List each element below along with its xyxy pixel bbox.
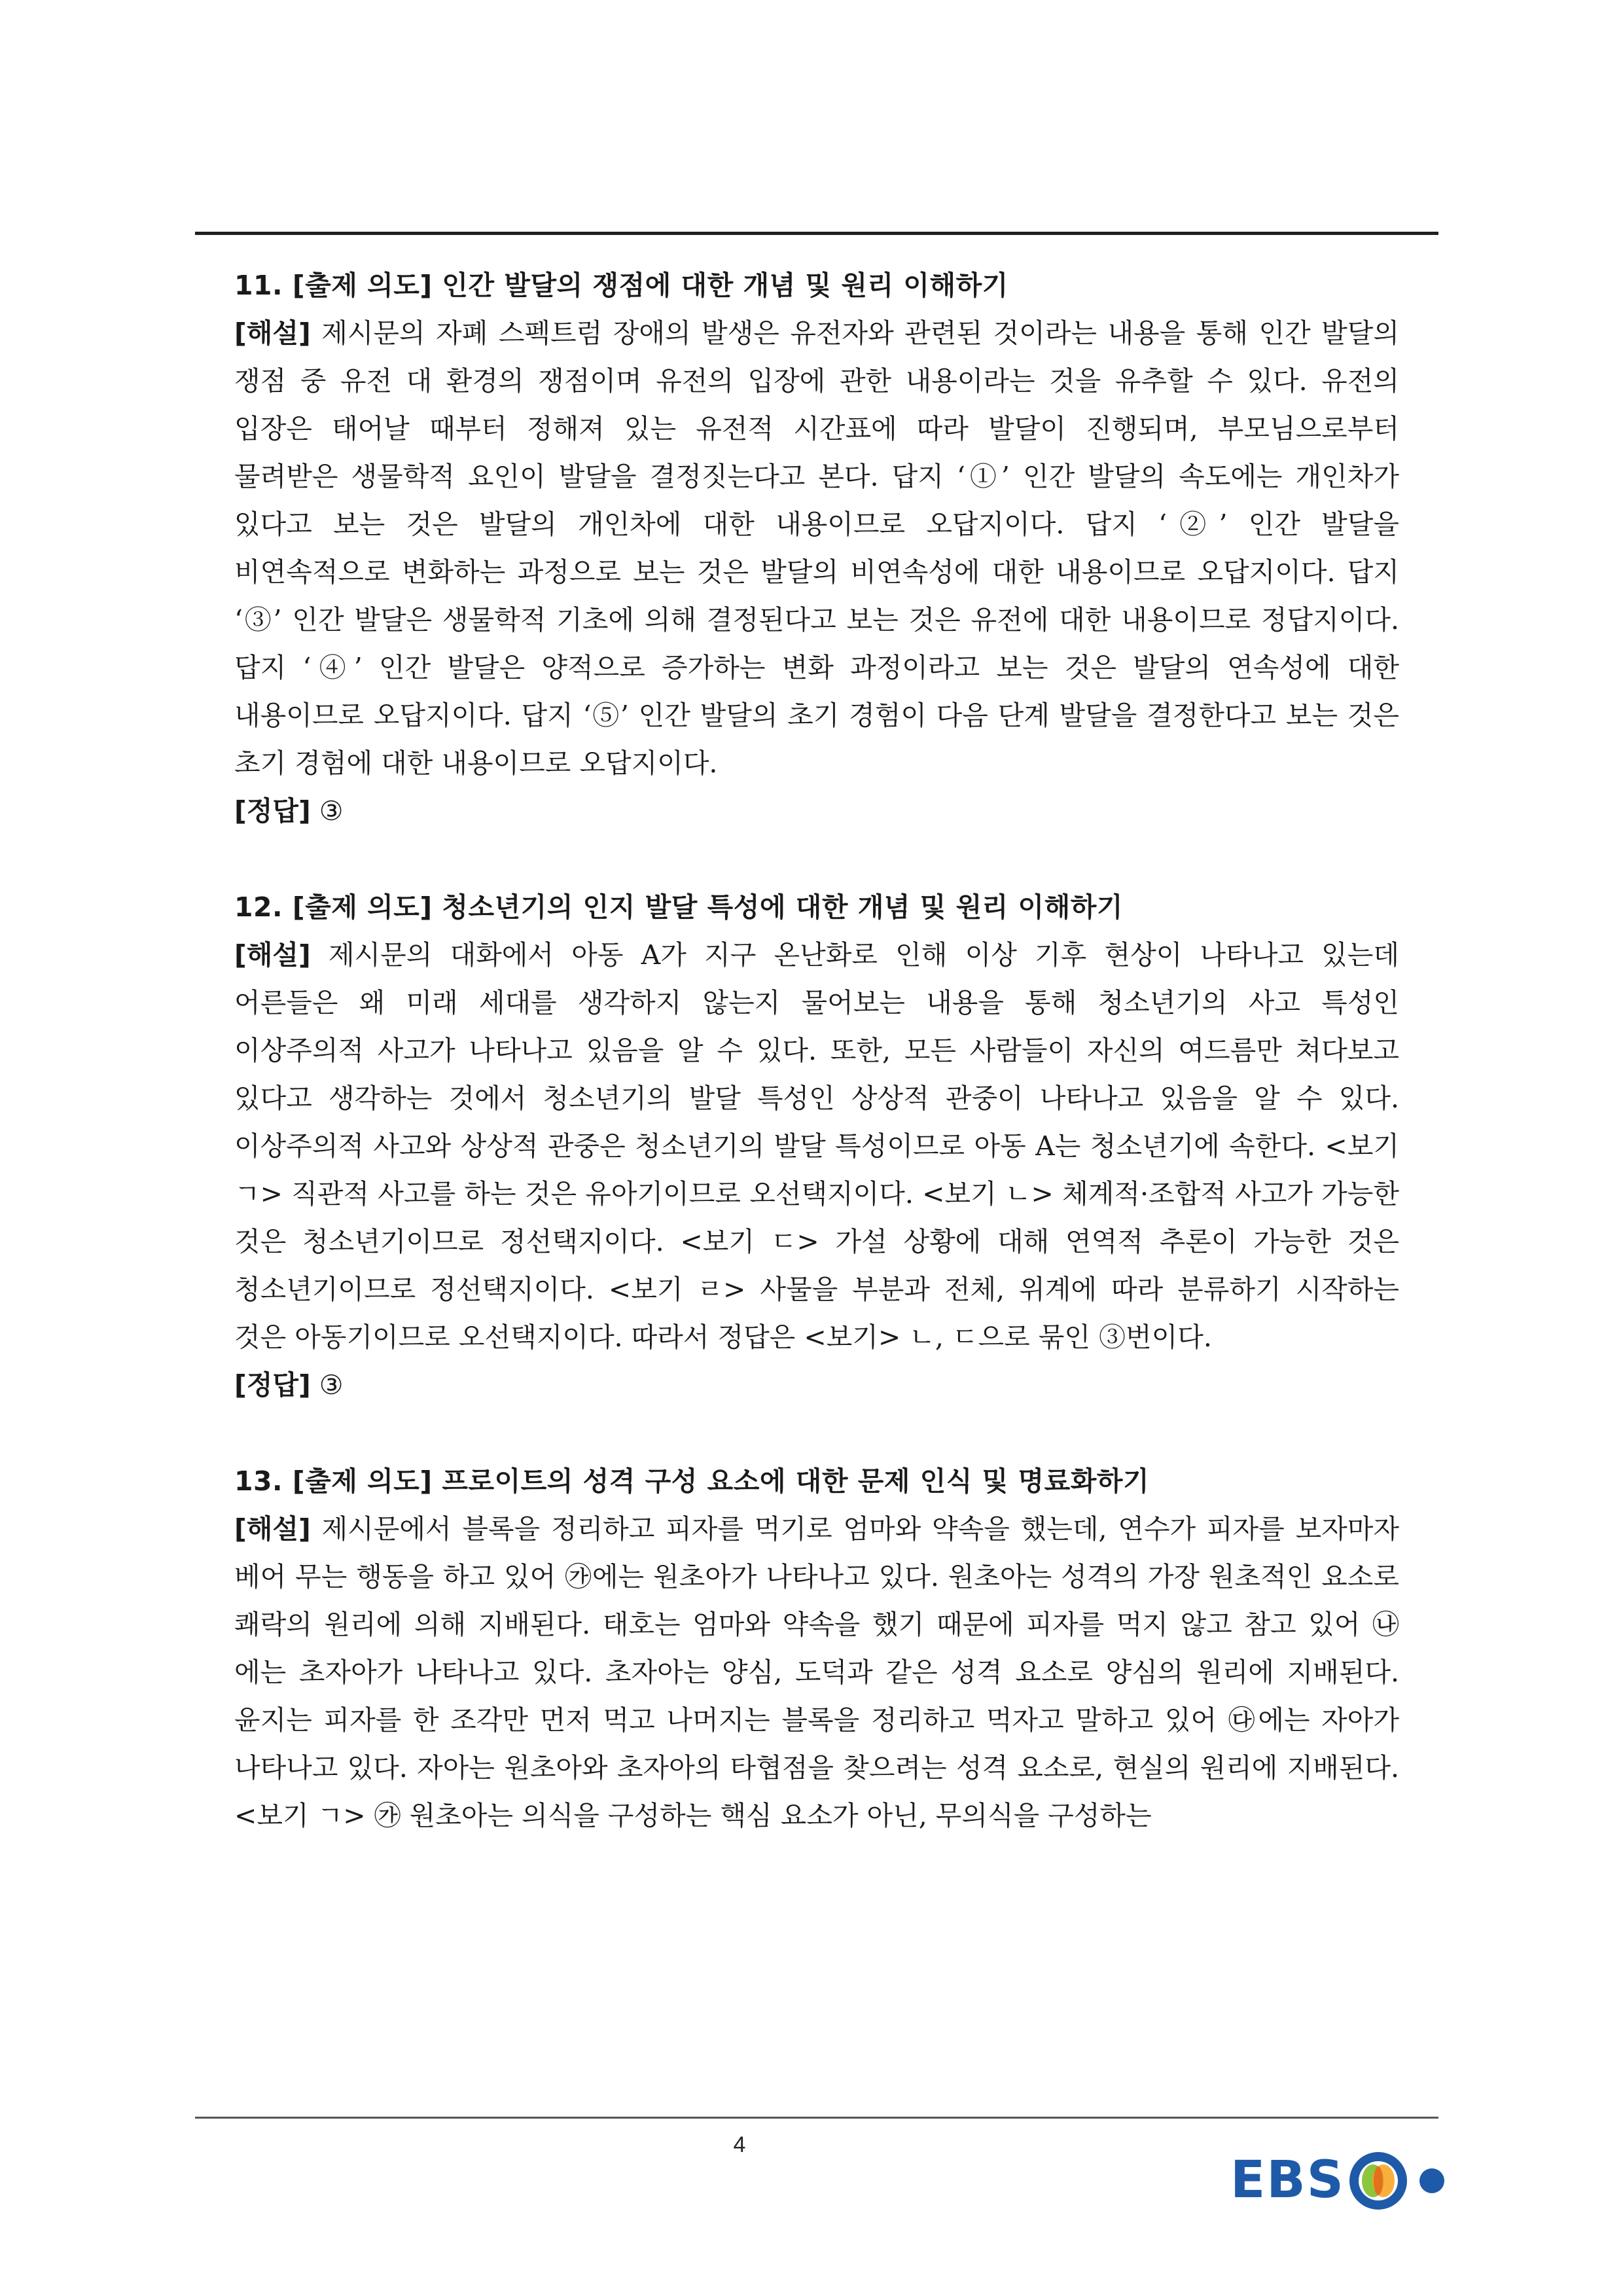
answer-line bbox=[234, 787, 1399, 835]
footer-rule bbox=[195, 2117, 1438, 2119]
ebs-logo-icon bbox=[1346, 2148, 1450, 2214]
answer-line bbox=[234, 1361, 1399, 1409]
explanation-label: [해설] bbox=[234, 1513, 311, 1545]
explanation-paragraph bbox=[234, 931, 1399, 1361]
ebs-logo-text: EBS bbox=[1230, 2151, 1345, 2210]
page-number: 4 bbox=[733, 2132, 746, 2157]
section-11 bbox=[234, 262, 1399, 835]
explanation-text: 제시문의 자폐 스펙트럼 장애의 발생은 유전자와 관련된 것이라는 내용을 통해 인간 발달의 쟁점 중 유전 대 환경의 쟁점이며 유전의 입장에 관한 내용이라는 것을 유추할 수 있다. 유전의 입장은 태어날 때부터 정해져 있는 유전적 시간표에 따라 발달이 진행되며, 부모님으로부터 물려받은 생물학적 요인이 발달을 결정짓는다고 본다. 답지 ‘①’ 인간 발달의 속도에는 개인차가 있다고 보는 것은 발달의 개인차에 대한 내용이므로 오답지이다. 답지 ‘②’ 인간 발달을 비연속적으로 변화하는 과정으로 보는 것은 발달의 비연속성에 대한 내용이므로 오답지이다. 답지 ‘③’ 인간 발달은 생물학적 기초에 의해 결정된다고 보는 것은 유전에 대한 내용이므로 정답지이다. 답지 ‘④’ 인간 발달은 양적으로 증가하는 변화 과정이라고 보는 것은 발달의 연속성에 대한 내용이므로 오답지이다. 답지 ‘⑤’ 인간 발달의 초기 경험이 다음 단계 발달을 결정한다고 보는 것은 초기 경험에 대한 내용이므로 오답지이다. bbox=[234, 317, 1399, 779]
section-title: 11. [출제 의도] 인간 발달의 쟁점에 대한 개념 및 원리 이해하기 bbox=[234, 270, 1008, 301]
section-13 bbox=[234, 1458, 1399, 1840]
explanation-label: [해설] bbox=[234, 317, 311, 349]
section-title: 13. [출제 의도] 프로이트의 성격 구성 요소에 대한 문제 인식 및 명료화하기 bbox=[234, 1465, 1150, 1497]
answer-label: [정답] bbox=[234, 795, 311, 827]
explanation-paragraph bbox=[234, 1505, 1399, 1840]
header-rule bbox=[195, 232, 1438, 235]
explanation-label: [해설] bbox=[234, 939, 311, 971]
ebs-logo bbox=[1230, 2145, 1453, 2217]
page-content bbox=[234, 262, 1399, 1888]
section-title: 12. [출제 의도] 청소년기의 인지 발달 특성에 대한 개념 및 원리 이해하기 bbox=[234, 891, 1123, 923]
section-12 bbox=[234, 884, 1399, 1409]
explanation-paragraph bbox=[234, 310, 1399, 787]
explanation-text: 제시문에서 블록을 정리하고 피자를 먹기로 엄마와 약속을 했는데, 연수가 피자를 보자마자 베어 무는 행동을 하고 있어 ㉮에는 원초아가 나타나고 있다. 원초아는 성격의 가장 원초적인 요소로 쾌락의 원리에 의해 지배된다. 태호는 엄마와 약속을 했기 때문에 피자를 먹지 않고 참고 있어 ㉯에는 초자아가 나타나고 있다. 초자아는 양심, 도덕과 같은 성격 요소로 양심의 원리에 지배된다. 윤지는 피자를 한 조각만 먼저 먹고 나머지는 블록을 정리하고 먹자고 말하고 있어 ㉰에는 자아가 나타나고 있다. 자아는 원초아와 초자아의 타협점을 찾으려는 성격 요소로, 현실의 원리에 지배된다. <보기 ㄱ> ㉮ 원초아는 의식을 구성하는 핵심 요소가 아닌, 무의식을 구성하는 bbox=[234, 1513, 1399, 1831]
answer-label: [정답] bbox=[234, 1369, 311, 1401]
answer-value: ③ bbox=[319, 795, 344, 827]
answer-value: ③ bbox=[319, 1369, 344, 1401]
explanation-text: 제시문의 대화에서 아동 A가 지구 온난화로 인해 이상 기후 현상이 나타나고 있는데 어른들은 왜 미래 세대를 생각하지 않는지 물어보는 내용을 통해 청소년기의 사고 특성인 이상주의적 사고가 나타나고 있음을 알 수 있다. 또한, 모든 사람들이 자신의 여드름만 쳐다보고 있다고 생각하는 것에서 청소년기의 발달 특성인 상상적 관중이 나타나고 있음을 알 수 있다. 이상주의적 사고와 상상적 관중은 청소년기의 발달 특성이므로 아동 A는 청소년기에 속한다. <보기 ㄱ> 직관적 사고를 하는 것은 유아기이므로 오선택지이다. <보기 ㄴ> 체계적·조합적 사고가 가능한 것은 청소년기이므로 정선택지이다. <보기 ㄷ> 가설 상황에 대해 연역적 추론이 가능한 것은 청소년기이므로 정선택지이다. <보기 ㄹ> 사물을 부분과 전체, 위계에 따라 분류하기 시작하는 것은 아동기이므로 오선택지이다. 따라서 정답은 <보기> ㄴ, ㄷ으로 묶인 ③번이다. bbox=[234, 939, 1399, 1353]
